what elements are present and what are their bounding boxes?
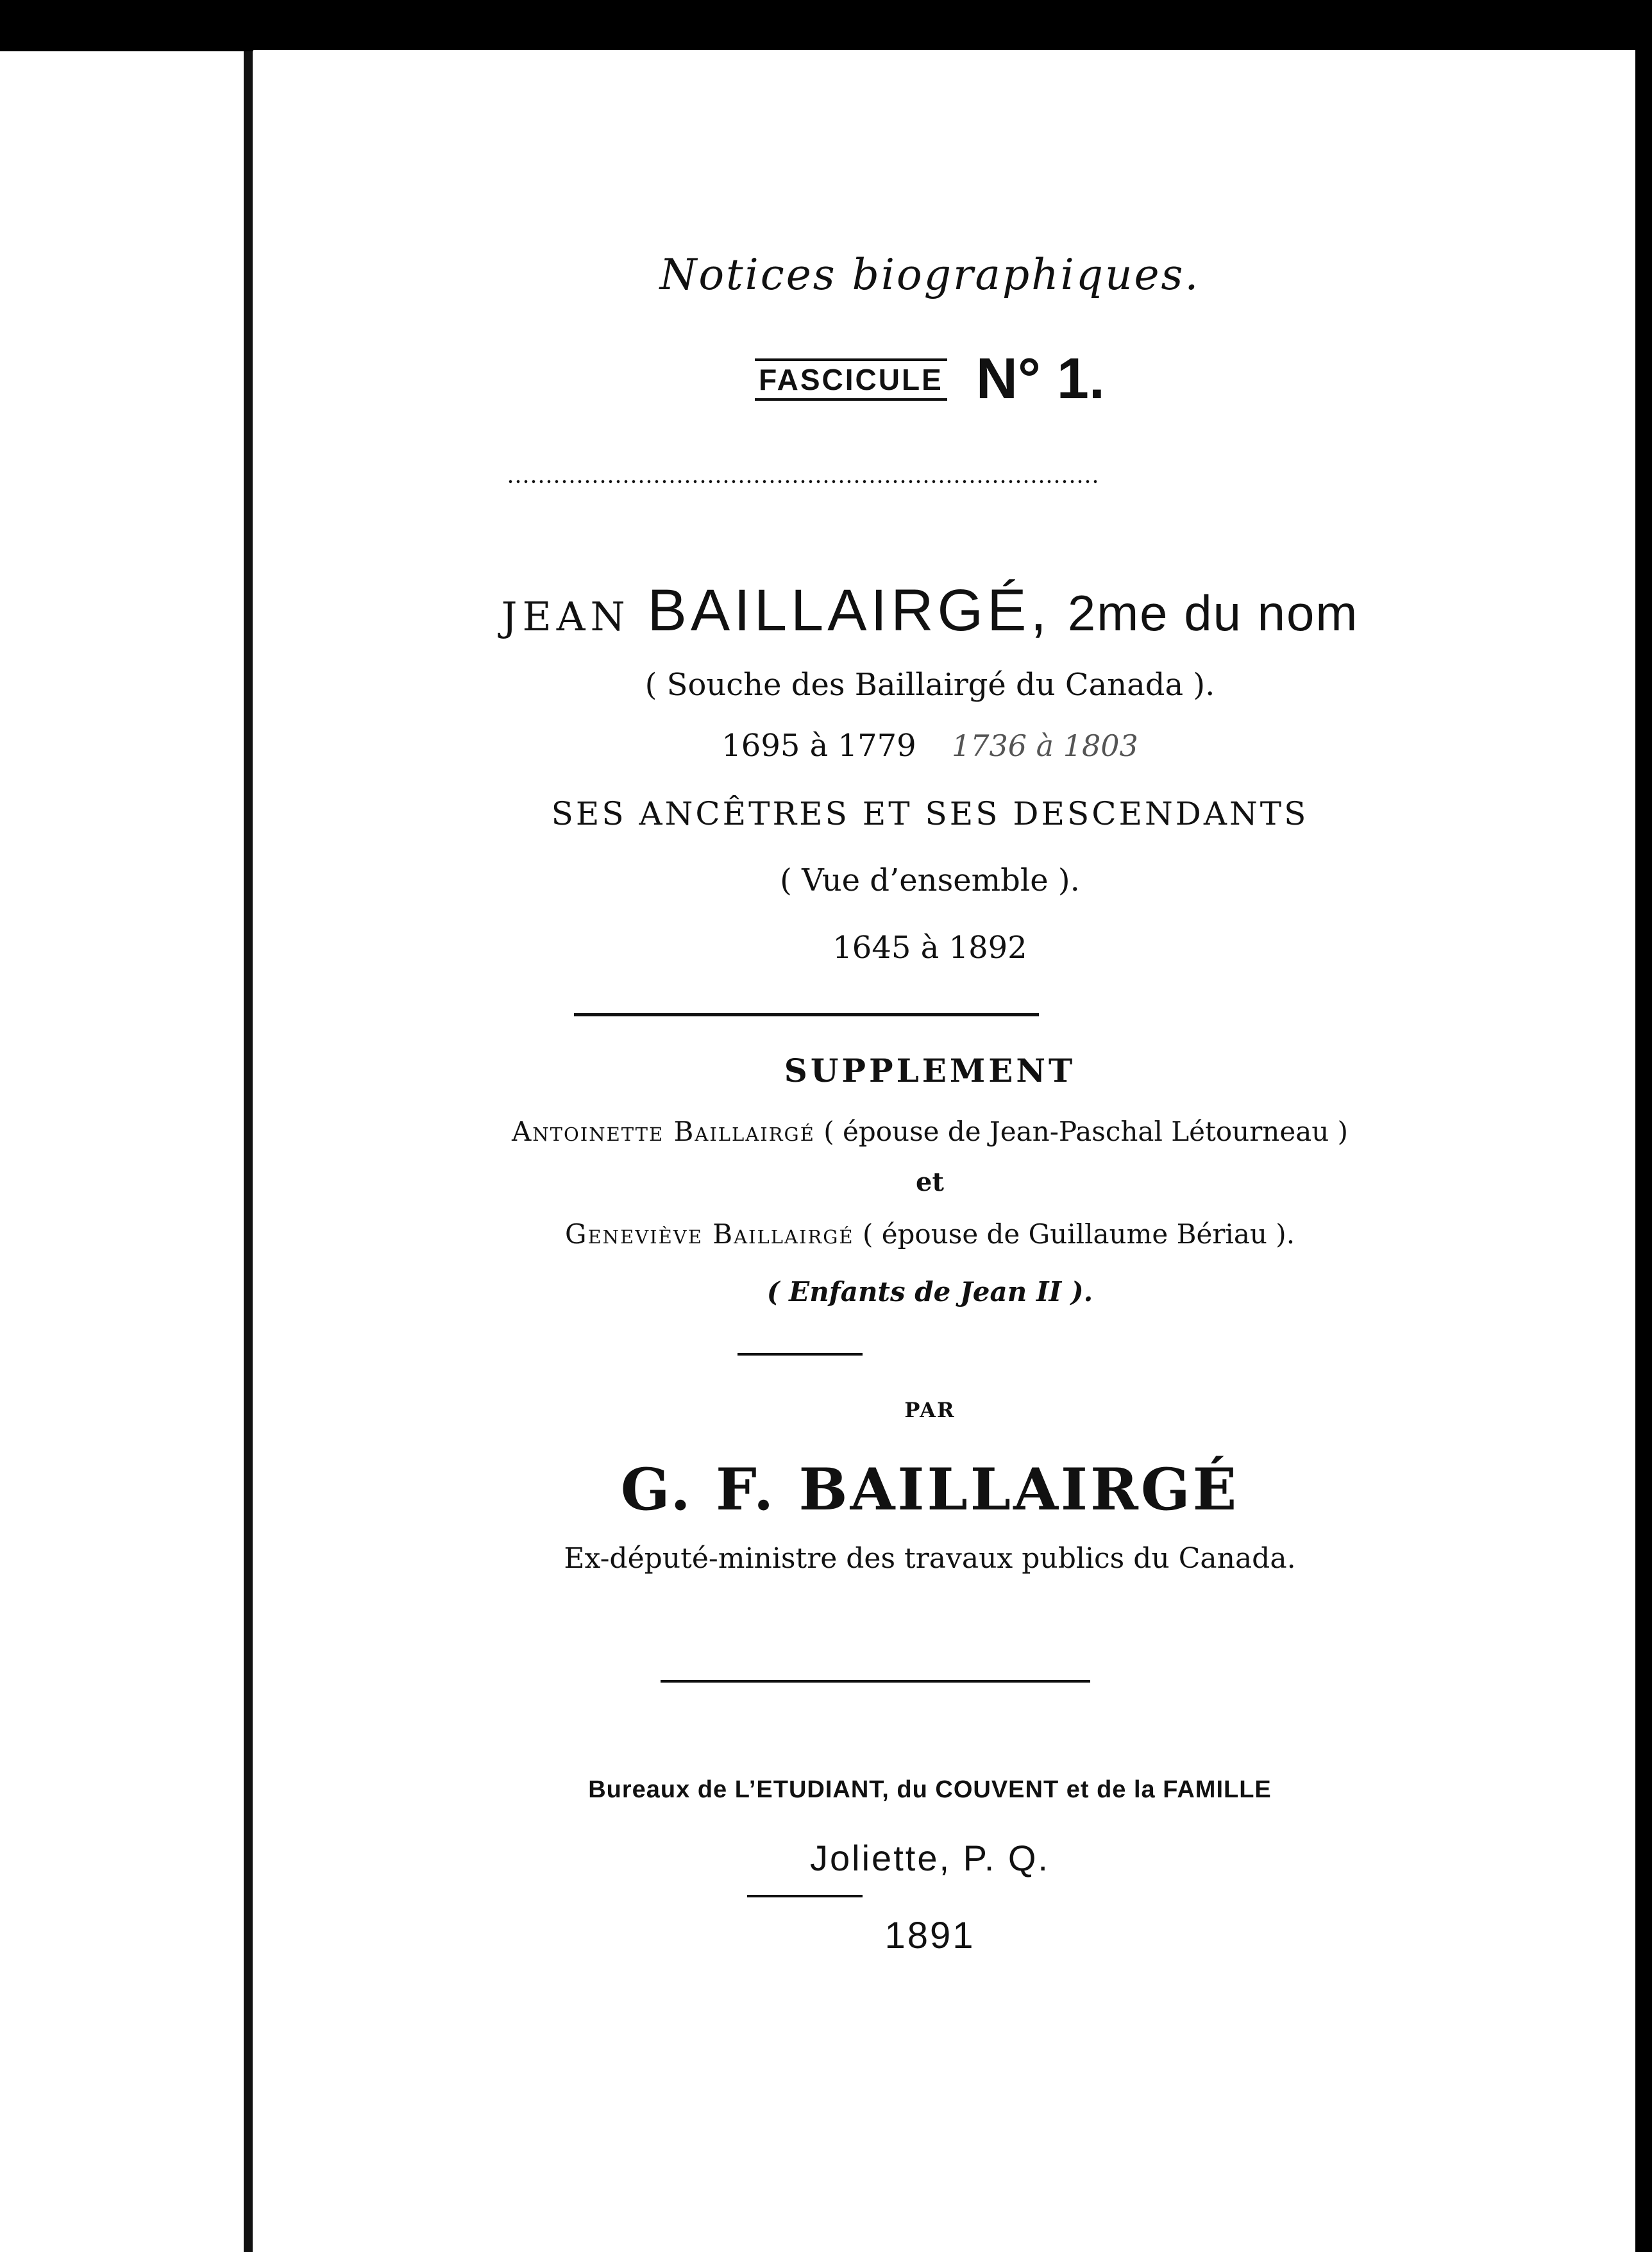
genevieve-name: Geneviève Baillairgé — [564, 1218, 854, 1250]
publisher-line: Bureaux de L’ETUDIANT, du COUVENT et de la FAMILLE — [588, 1776, 1272, 1803]
years-line-2: 1645 à 1892 — [832, 930, 1027, 966]
page-edge — [244, 26, 253, 2252]
fascicule-number: N° 1. — [975, 347, 1105, 411]
author-title: Ex-député-ministre des travaux publics du Canada. — [564, 1542, 1296, 1575]
main-title-suffix: 2me du nom — [1067, 585, 1359, 641]
subtitle-souche: ( Souche des Baillairgé du Canada ). — [645, 667, 1215, 703]
lower-rule — [661, 1680, 1090, 1683]
publication-place: Joliette, P. Q. — [810, 1838, 1050, 1878]
genevieve-spouse: ( épouse de Guillaume Bériau ). — [862, 1218, 1295, 1250]
enfants-line: ( Enfants de Jean II ). — [766, 1276, 1093, 1307]
supplement-antoinette — [257, 1116, 1603, 1147]
year-rule — [747, 1895, 863, 1897]
short-rule — [738, 1353, 863, 1356]
antoinette-name: Antoinette Baillairgé — [511, 1116, 815, 1147]
years-1: 1695 à 1779 — [721, 728, 916, 764]
left-margin — [0, 0, 253, 2252]
supplement-heading: SUPPLEMENT — [784, 1052, 1076, 1089]
supplement-genevieve — [257, 1218, 1603, 1250]
fascicule-label: FASCICULE — [755, 358, 947, 401]
fascicule-line — [257, 346, 1603, 412]
dotted-divider — [507, 480, 1097, 483]
overview-line: ( Vue d’ensemble ). — [780, 862, 1080, 898]
author-name: G. F. BAILLAIRGÉ — [620, 1456, 1240, 1524]
main-title — [257, 577, 1603, 644]
antoinette-spouse: ( épouse de Jean-Paschal Létourneau ) — [823, 1116, 1349, 1147]
by-label: PAR — [904, 1398, 956, 1422]
scan-border-right — [1635, 0, 1652, 2252]
ancestors-heading: SES ANCÊTRES ET SES DESCENDANTS — [551, 795, 1309, 832]
main-title-name: BAILLAIRGÉ, — [647, 578, 1051, 643]
years-line-1 — [257, 728, 1603, 764]
scan-border-top — [0, 0, 1652, 51]
handwritten-note: 1736 à 1803 — [951, 728, 1138, 763]
publication-year: 1891 — [884, 1915, 975, 1956]
supplement-et: et — [916, 1167, 944, 1197]
main-title-prefix: JEAN — [501, 593, 630, 640]
series-title: Notices biographiques. — [659, 250, 1201, 299]
divider-rule — [574, 1013, 1039, 1016]
